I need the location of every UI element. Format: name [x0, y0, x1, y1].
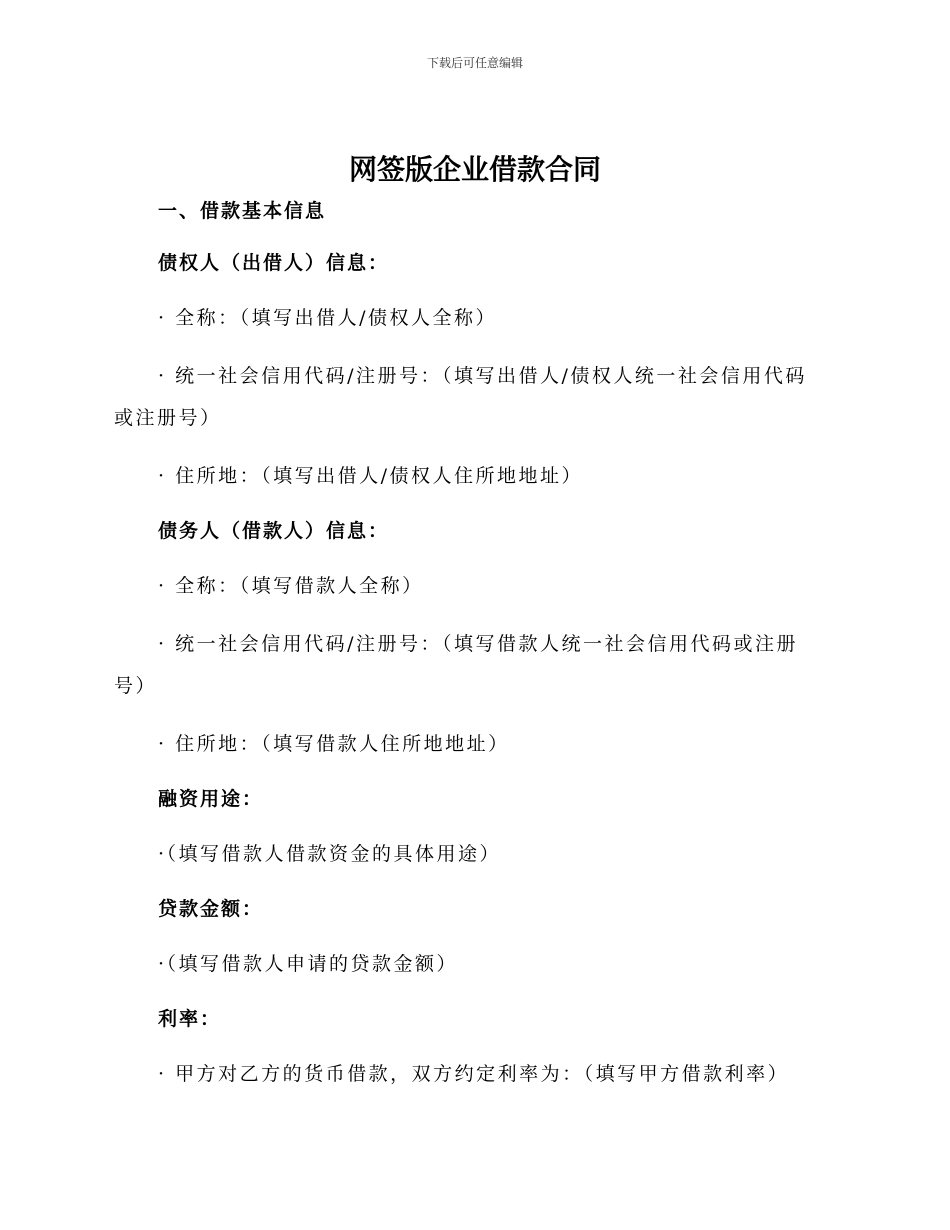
- header-note: 下载后可任意编辑: [426, 56, 523, 70]
- creditor-credit-code: · 统一社会信用代码/注册号：（填写出借人/债权人统一社会信用代码或注册号）: [114, 365, 807, 429]
- document-title: 网签版企业借款合同: [348, 153, 601, 186]
- section-heading-basic-info: 一、借款基本信息: [158, 200, 327, 222]
- document-body: [114, 193, 824, 1095]
- creditor-address: · 住所地：（填写出借人/债权人住所地地址）: [158, 465, 583, 487]
- creditor-full-name: · 全称：（填写出借人/债权人全称）: [158, 307, 497, 329]
- loan-amount-text: ·（填写借款人申请的贷款金额）: [158, 953, 459, 975]
- creditor-info-heading: 债权人（出借人）信息：: [158, 252, 390, 274]
- interest-rate-text: · 甲方对乙方的货币借款，双方约定利率为：（填写甲方借款利率）: [158, 1063, 790, 1085]
- interest-rate-heading: 利率：: [158, 1008, 222, 1030]
- purpose-heading: 融资用途：: [158, 788, 264, 810]
- debtor-credit-code: · 统一社会信用代码/注册号：（填写借款人统一社会信用代码或注册号）: [114, 633, 798, 697]
- debtor-info-heading: 债务人（借款人）信息：: [158, 520, 390, 542]
- debtor-address: · 住所地：（填写借款人住所地地址）: [158, 733, 510, 755]
- debtor-full-name: · 全称：（填写借款人全称）: [158, 575, 424, 597]
- purpose-text: ·（填写借款人借款资金的具体用途）: [158, 843, 502, 865]
- loan-amount-heading: 贷款金额：: [158, 898, 264, 920]
